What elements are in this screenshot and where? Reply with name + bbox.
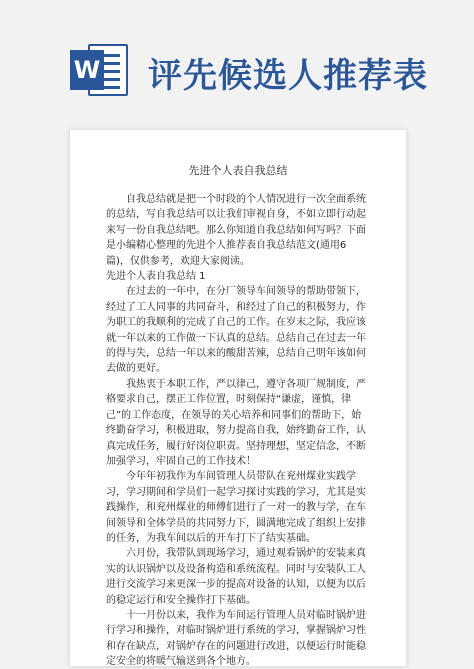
word-document-icon: [70, 40, 128, 100]
document-paragraph: 在过去的一年中，在分厂领导车间领导的帮助带领下，经过了工人同事的共同奋斗，和经过了自己的积极努力，作为职工的我顺利的完成了自己的工作。在岁末之际，我应该就一年以来的工作做一下认真的总结。总结自己在过去一年的得与失，总结一年以来的酸甜苦辣，总结自己明年该如何去做的更好。: [106, 286, 366, 375]
document-title: 先进个人表自我总结: [188, 164, 288, 177]
document-paragraph: 六月份，我带队到现场学习，通过观看锅炉的安装来真实的认识锅炉以及设备构造和系统流程。同时与安装队工人进行交流学习来更深一步的提高对设备的认知，以便为以后的稳定运行和安全操作打下基础。: [106, 548, 366, 606]
document-paragraph: 自我总结就是把一个时段的个人情况进行一次全面系统的总结，写自我总结可以让我们审视自身，不如立即行动起来写一份自我总结吧。那么你知道自我总结如何写吗？下面是小编精心整理的先进个人推荐表自我总结范文(通用6篇)，仅供参考，欢迎大家阅读。: [106, 194, 366, 267]
document-paragraph: 今年年初我作为车间管理人员带队在兖州煤业实践学习，学习期间和学员们一起学习探讨实践的学习，尤其是实践操作，和兖州煤业的师傅们进行了一对一的教与学，在车间领导和全体学员的共同努力下，圆满地完成了组织上安排的任务，为我车间以后的开车打下了结实基础。: [106, 471, 366, 544]
document-paragraph: 我热衷于本职工作，严以律己，遵守各项厂规制度，严格要求自己，摆正工作位置，时刻保持“谦虚，谨慎，律己”的工作态度，在领导的关心培养和同事们的帮助下，始终勤奋学习，积极进取，努力提高自我，始终勤奋工作，认真完成任务，履行好岗位职责。坚持理想，坚定信念，不断加强学习，牢固自己的工作技术！: [106, 378, 366, 467]
page-title: 评先候选人推荐表: [148, 56, 428, 96]
document-body: [106, 192, 368, 669]
document-paragraph: 十一月份以来，我作为车间运行管理人员对临时锅炉进行学习和操作，对临时锅炉进行系统的学习，掌握锅炉习性和存在缺点，对锅炉存在的问题进行改进，以便运行时能稳定安全的将暖气输送到各个地方。: [106, 609, 366, 668]
header: [0, 0, 474, 120]
document-page: [70, 130, 406, 666]
word-icon-badge: W: [70, 50, 104, 90]
document-paragraph: 先进个人表自我总结 1: [106, 271, 206, 283]
